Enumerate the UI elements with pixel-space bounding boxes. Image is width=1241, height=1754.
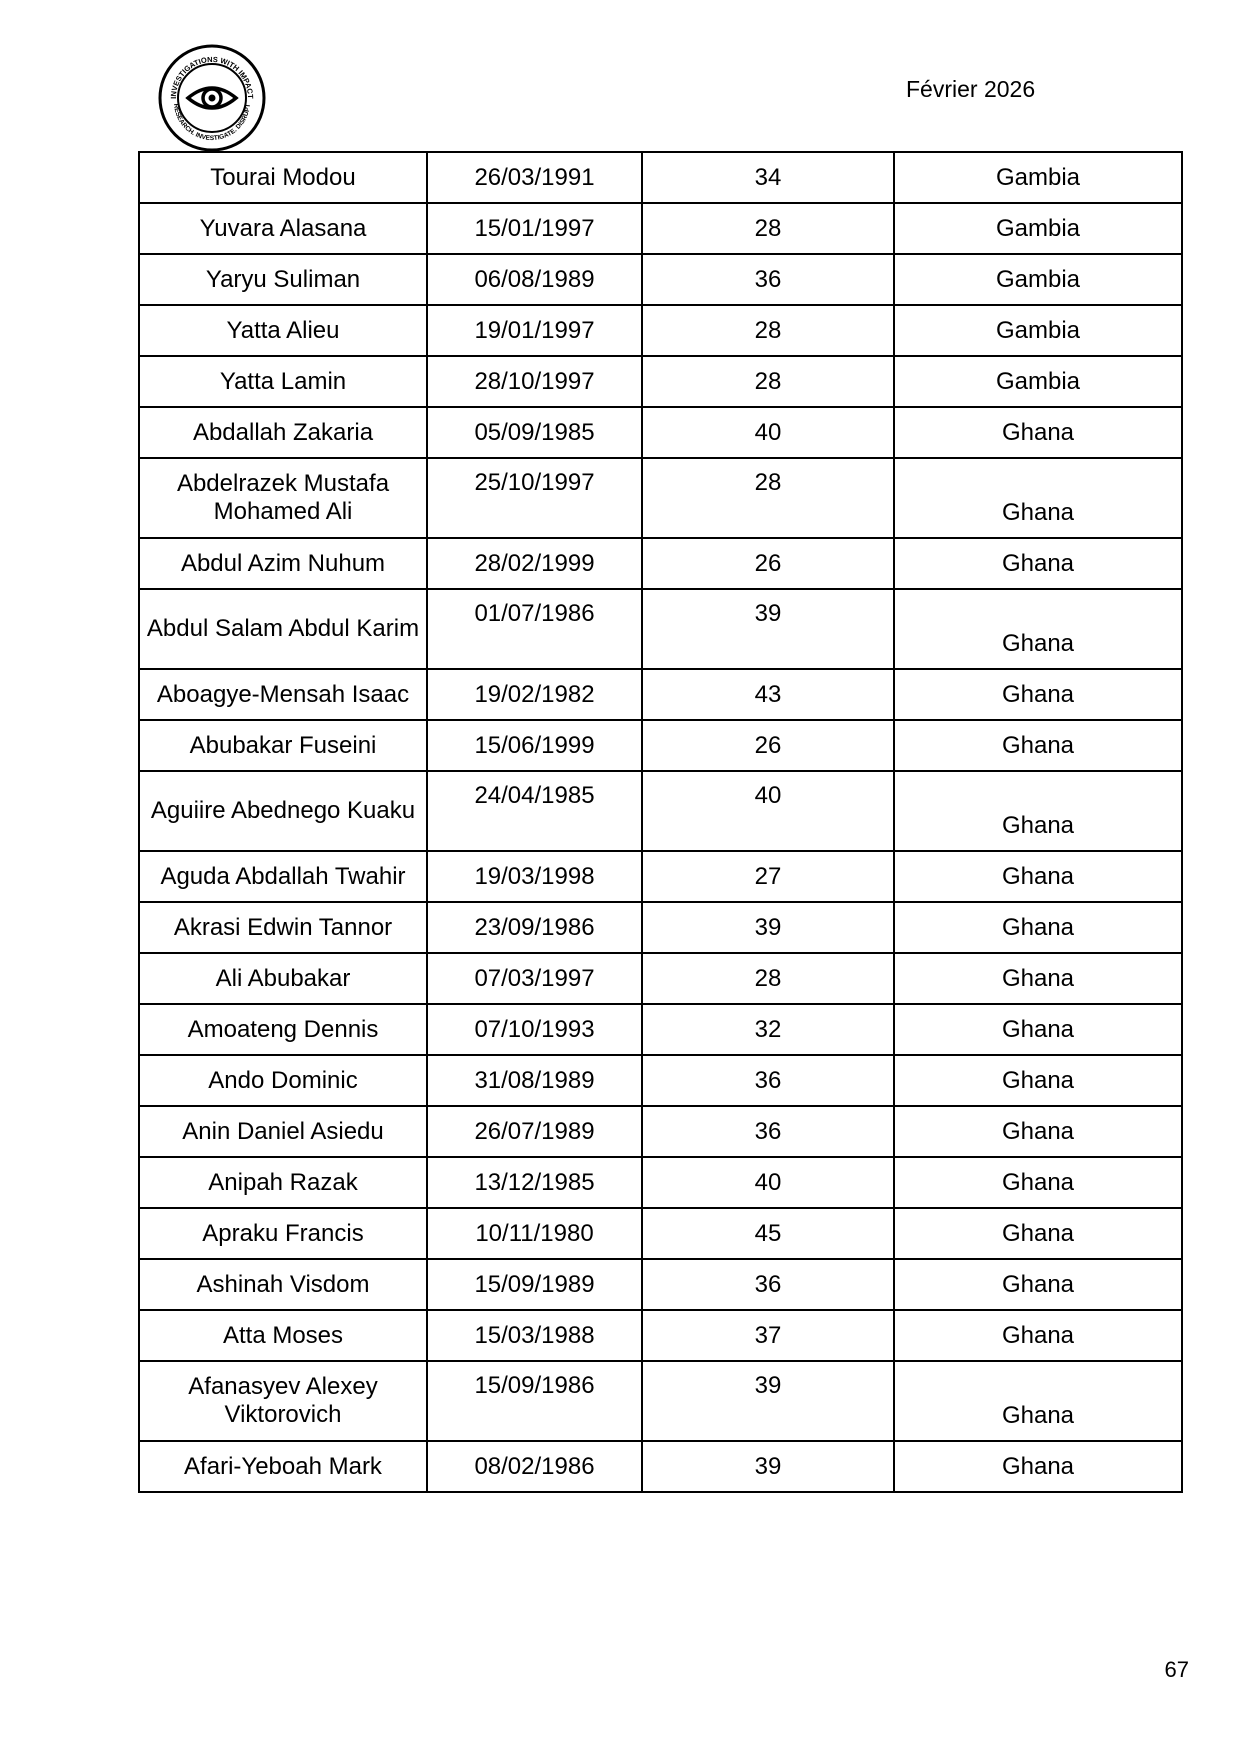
table-row [139, 407, 1182, 458]
table-row [139, 720, 1182, 771]
age-cell: 40 [642, 407, 894, 458]
table-row [139, 669, 1182, 720]
person-name-cell: Tourai Modou [139, 152, 427, 203]
country-cell: Ghana [894, 720, 1182, 771]
country-cell: Ghana [894, 407, 1182, 458]
country-cell: Ghana [894, 1208, 1182, 1259]
organization-logo [158, 44, 266, 152]
person-name-cell: Abubakar Fuseini [139, 720, 427, 771]
country-cell: Ghana [894, 1361, 1182, 1441]
age-cell: 36 [642, 1259, 894, 1310]
table-row [139, 305, 1182, 356]
age-cell: 27 [642, 851, 894, 902]
birth-date-cell: 10/11/1980 [427, 1208, 642, 1259]
birth-date-cell: 13/12/1985 [427, 1157, 642, 1208]
person-name-cell: Abdul Azim Nuhum [139, 538, 427, 589]
birth-date-cell: 15/09/1986 [427, 1361, 642, 1441]
age-cell: 28 [642, 203, 894, 254]
person-name-cell: Abdul Salam Abdul Karim [139, 589, 427, 669]
birth-date-cell: 26/03/1991 [427, 152, 642, 203]
person-name-cell: Abdelrazek Mustafa Mohamed Ali [139, 458, 427, 538]
table-row [139, 203, 1182, 254]
person-name-cell: Yaryu Suliman [139, 254, 427, 305]
table-row [139, 152, 1182, 203]
country-cell: Ghana [894, 902, 1182, 953]
person-name-cell: Anin Daniel Asiedu [139, 1106, 427, 1157]
age-cell: 39 [642, 1441, 894, 1492]
birth-date-cell: 19/03/1998 [427, 851, 642, 902]
age-cell: 39 [642, 902, 894, 953]
age-cell: 34 [642, 152, 894, 203]
age-cell: 39 [642, 589, 894, 669]
table-row [139, 1361, 1182, 1441]
person-name-cell: Atta Moses [139, 1310, 427, 1361]
age-cell: 45 [642, 1208, 894, 1259]
person-name-cell: Apraku Francis [139, 1208, 427, 1259]
age-cell: 36 [642, 254, 894, 305]
age-cell: 43 [642, 669, 894, 720]
country-cell: Gambia [894, 254, 1182, 305]
document-date: Février 2026 [906, 76, 1036, 102]
birth-date-cell: 19/01/1997 [427, 305, 642, 356]
age-cell: 40 [642, 1157, 894, 1208]
table-row [139, 254, 1182, 305]
birth-date-cell: 15/03/1988 [427, 1310, 642, 1361]
birth-date-cell: 15/06/1999 [427, 720, 642, 771]
person-name-cell: Ali Abubakar [139, 953, 427, 1004]
person-name-cell: Afanasyev Alexey Viktorovich [139, 1361, 427, 1441]
age-cell: 32 [642, 1004, 894, 1055]
svg-text:RESEARCH. INVESTIGATE. DISRUPT: RESEARCH. INVESTIGATE. DISRUPT [171, 103, 252, 143]
country-cell: Ghana [894, 851, 1182, 902]
table-row [139, 1310, 1182, 1361]
table-row [139, 1259, 1182, 1310]
table-row [139, 356, 1182, 407]
person-name-cell: Afari-Yeboah Mark [139, 1441, 427, 1492]
country-cell: Ghana [894, 771, 1182, 851]
age-cell: 28 [642, 953, 894, 1004]
person-name-cell: Yatta Alieu [139, 305, 427, 356]
person-name-cell: Yuvara Alasana [139, 203, 427, 254]
country-cell: Gambia [894, 152, 1182, 203]
country-cell: Ghana [894, 1310, 1182, 1361]
table-row [139, 1208, 1182, 1259]
age-cell: 36 [642, 1106, 894, 1157]
birth-date-cell: 23/09/1986 [427, 902, 642, 953]
age-cell: 28 [642, 356, 894, 407]
age-cell: 26 [642, 538, 894, 589]
table-row [139, 902, 1182, 953]
country-cell: Ghana [894, 1106, 1182, 1157]
birth-date-cell: 08/02/1986 [427, 1441, 642, 1492]
person-name-cell: Aguda Abdallah Twahir [139, 851, 427, 902]
country-cell: Ghana [894, 538, 1182, 589]
birth-date-cell: 28/02/1999 [427, 538, 642, 589]
table-row [139, 771, 1182, 851]
birth-date-cell: 19/02/1982 [427, 669, 642, 720]
age-cell: 37 [642, 1310, 894, 1361]
table-row [139, 1157, 1182, 1208]
table-row [139, 538, 1182, 589]
person-name-cell: Akrasi Edwin Tannor [139, 902, 427, 953]
age-cell: 26 [642, 720, 894, 771]
person-name-cell: Anipah Razak [139, 1157, 427, 1208]
country-cell: Ghana [894, 458, 1182, 538]
country-cell: Gambia [894, 305, 1182, 356]
birth-date-cell: 07/03/1997 [427, 953, 642, 1004]
birth-date-cell: 25/10/1997 [427, 458, 642, 538]
table-row [139, 589, 1182, 669]
table-row [139, 1055, 1182, 1106]
person-name-cell: Ashinah Visdom [139, 1259, 427, 1310]
birth-date-cell: 05/09/1985 [427, 407, 642, 458]
birth-date-cell: 26/07/1989 [427, 1106, 642, 1157]
country-cell: Ghana [894, 1004, 1182, 1055]
country-cell: Ghana [894, 1259, 1182, 1310]
table-row [139, 1004, 1182, 1055]
eye-logo-icon [158, 44, 266, 152]
table-row [139, 953, 1182, 1004]
table-row [139, 1441, 1182, 1492]
person-name-cell: Abdallah Zakaria [139, 407, 427, 458]
age-cell: 28 [642, 458, 894, 538]
country-cell: Ghana [894, 669, 1182, 720]
birth-date-cell: 06/08/1989 [427, 254, 642, 305]
country-cell: Ghana [894, 589, 1182, 669]
birth-date-cell: 07/10/1993 [427, 1004, 642, 1055]
country-cell: Ghana [894, 1441, 1182, 1492]
country-cell: Gambia [894, 203, 1182, 254]
person-name-cell: Aguiire Abednego Kuaku [139, 771, 427, 851]
age-cell: 40 [642, 771, 894, 851]
table-row [139, 1106, 1182, 1157]
person-name-cell: Amoateng Dennis [139, 1004, 427, 1055]
birth-date-cell: 28/10/1997 [427, 356, 642, 407]
birth-date-cell: 24/04/1985 [427, 771, 642, 851]
age-cell: 39 [642, 1361, 894, 1441]
birth-date-cell: 01/07/1986 [427, 589, 642, 669]
table-row [139, 851, 1182, 902]
roster-table-body [139, 152, 1182, 1492]
birth-date-cell: 31/08/1989 [427, 1055, 642, 1106]
person-name-cell: Aboagye-Mensah Isaac [139, 669, 427, 720]
country-cell: Ghana [894, 1055, 1182, 1106]
country-cell: Ghana [894, 953, 1182, 1004]
page-number: 67 [1164, 1657, 1189, 1682]
table-row [139, 458, 1182, 538]
birth-date-cell: 15/09/1989 [427, 1259, 642, 1310]
birth-date-cell: 15/01/1997 [427, 203, 642, 254]
person-name-cell: Yatta Lamin [139, 356, 427, 407]
country-cell: Ghana [894, 1157, 1182, 1208]
age-cell: 36 [642, 1055, 894, 1106]
country-cell: Gambia [894, 356, 1182, 407]
roster-table [138, 151, 1183, 1493]
person-name-cell: Ando Dominic [139, 1055, 427, 1106]
svg-text:INVESTIGATIONS WITH IMPACT: INVESTIGATIONS WITH IMPACT [168, 54, 256, 99]
age-cell: 28 [642, 305, 894, 356]
